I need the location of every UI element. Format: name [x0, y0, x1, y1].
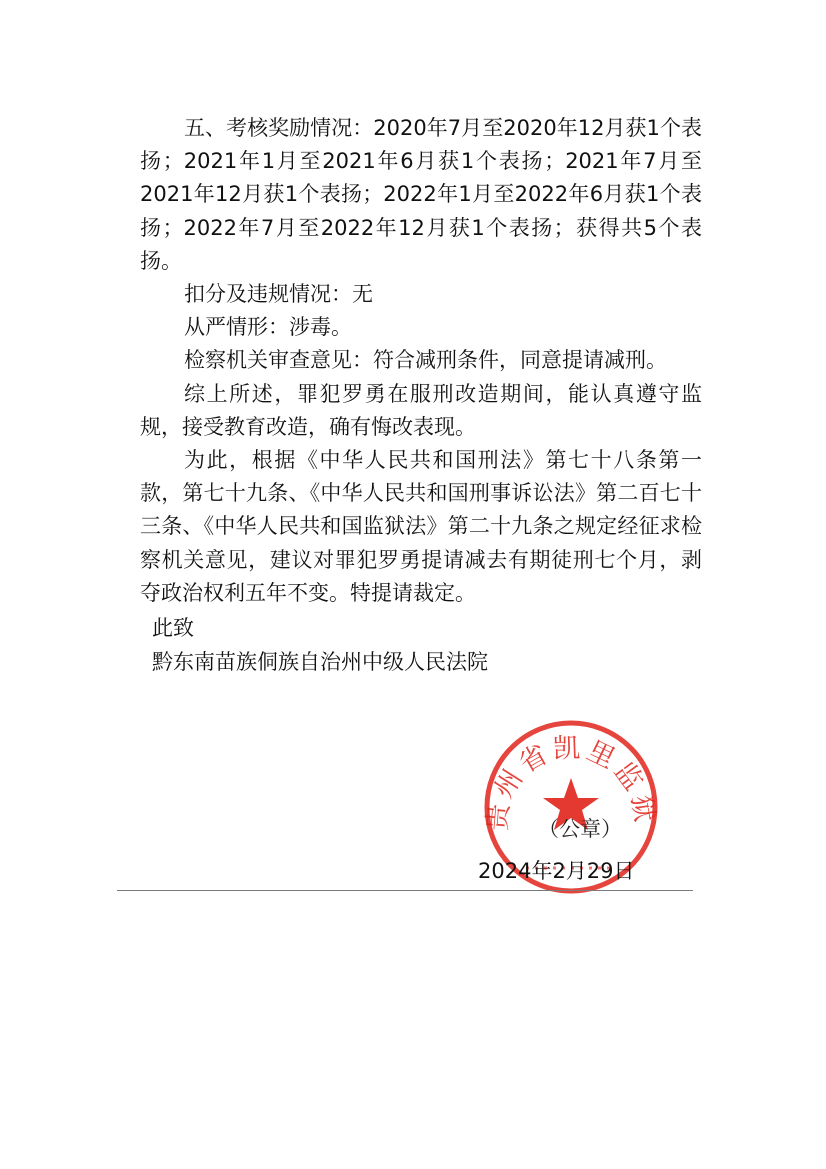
paragraph-summary: 综上所述，罪犯罗勇在服刑改造期间，能认真遵守监规，接受教育改造，确有悔改表现。 [140, 381, 702, 439]
official-seal-label: （公章） [538, 817, 622, 841]
paragraph-deductions: 扣分及违规情况：无 [184, 282, 373, 307]
paragraph-recommendation: 为此，根据《中华人民共和国刑法》第七十八条第一款，第七十九条、《中华人民共和国刑事诉讼法》第二百七十三条、《中华人民共和国监狱法》第二十九条之规定经征求检察机关意见，建议对罪犯罗勇提请减去有期徒刑七个月，剥夺政治权利五年不变。特提请裁定。 [140, 448, 702, 605]
closing-recipient: 黔东南苗族侗族自治州中级人民法院 [152, 650, 488, 674]
document-date: 2024年2月29日 [478, 859, 635, 883]
paragraph-procuratorate-opinion: 检察机关审查意见：符合减刑条件，同意提请减刑。 [184, 348, 667, 373]
document-body [140, 112, 702, 610]
closing-salutation: 此致 [152, 616, 194, 640]
paragraph-strict-circumstances: 从严情形：涉毒。 [184, 315, 352, 340]
svg-text:贵州省凯里监狱: 贵州省凯里监狱 [482, 732, 660, 833]
paragraph-assessment-rewards: 五、考核奖励情况：2020年7月至2020年12月获1个表扬；2021年1月至2021年6月获1个表扬；2021年7月至2021年12月获1个表扬；2022年1月至2022年6月获1个表扬；2022年7月至2022年12月获1个表扬；获得共5个表扬。 [140, 116, 702, 273]
footer-divider [117, 890, 693, 891]
